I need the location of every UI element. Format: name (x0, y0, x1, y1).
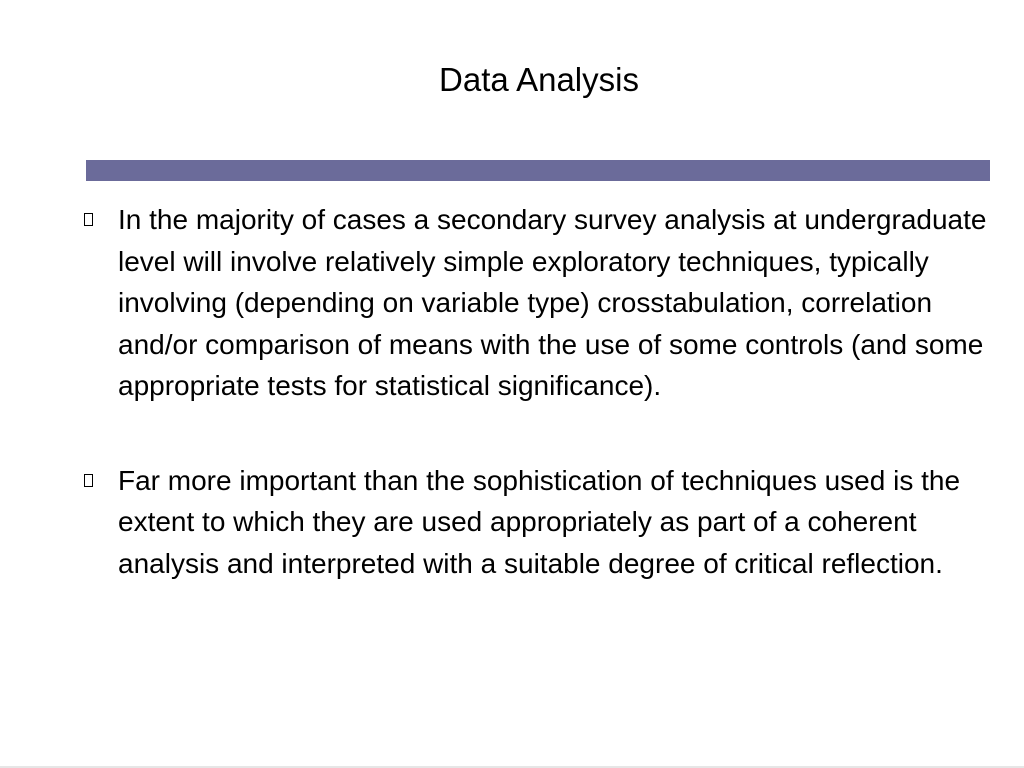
bullet-text: Far more important than the sophistication of techniques used is the extent to which they are used appropriately as part of a coherent analysis and interpreted with a suitable degree of critical reflection. (118, 464, 961, 579)
bullet-text: In the majority of cases a secondary survey analysis at undergraduate level will involve relatively simple exploratory techniques, typically involving (depending on variable type) crosstabulation, correlation and/or comparison of means with the use of some controls (and some appropriate tests for statistical significance). (118, 204, 987, 401)
bullet-item (0, 460, 1024, 585)
slide-title: Data Analysis (439, 61, 639, 98)
bullet-list (0, 199, 1024, 584)
square-outline-icon (84, 474, 93, 487)
square-outline-icon (84, 213, 93, 226)
title-divider-bar (86, 160, 990, 181)
bullet-item (0, 199, 1024, 407)
